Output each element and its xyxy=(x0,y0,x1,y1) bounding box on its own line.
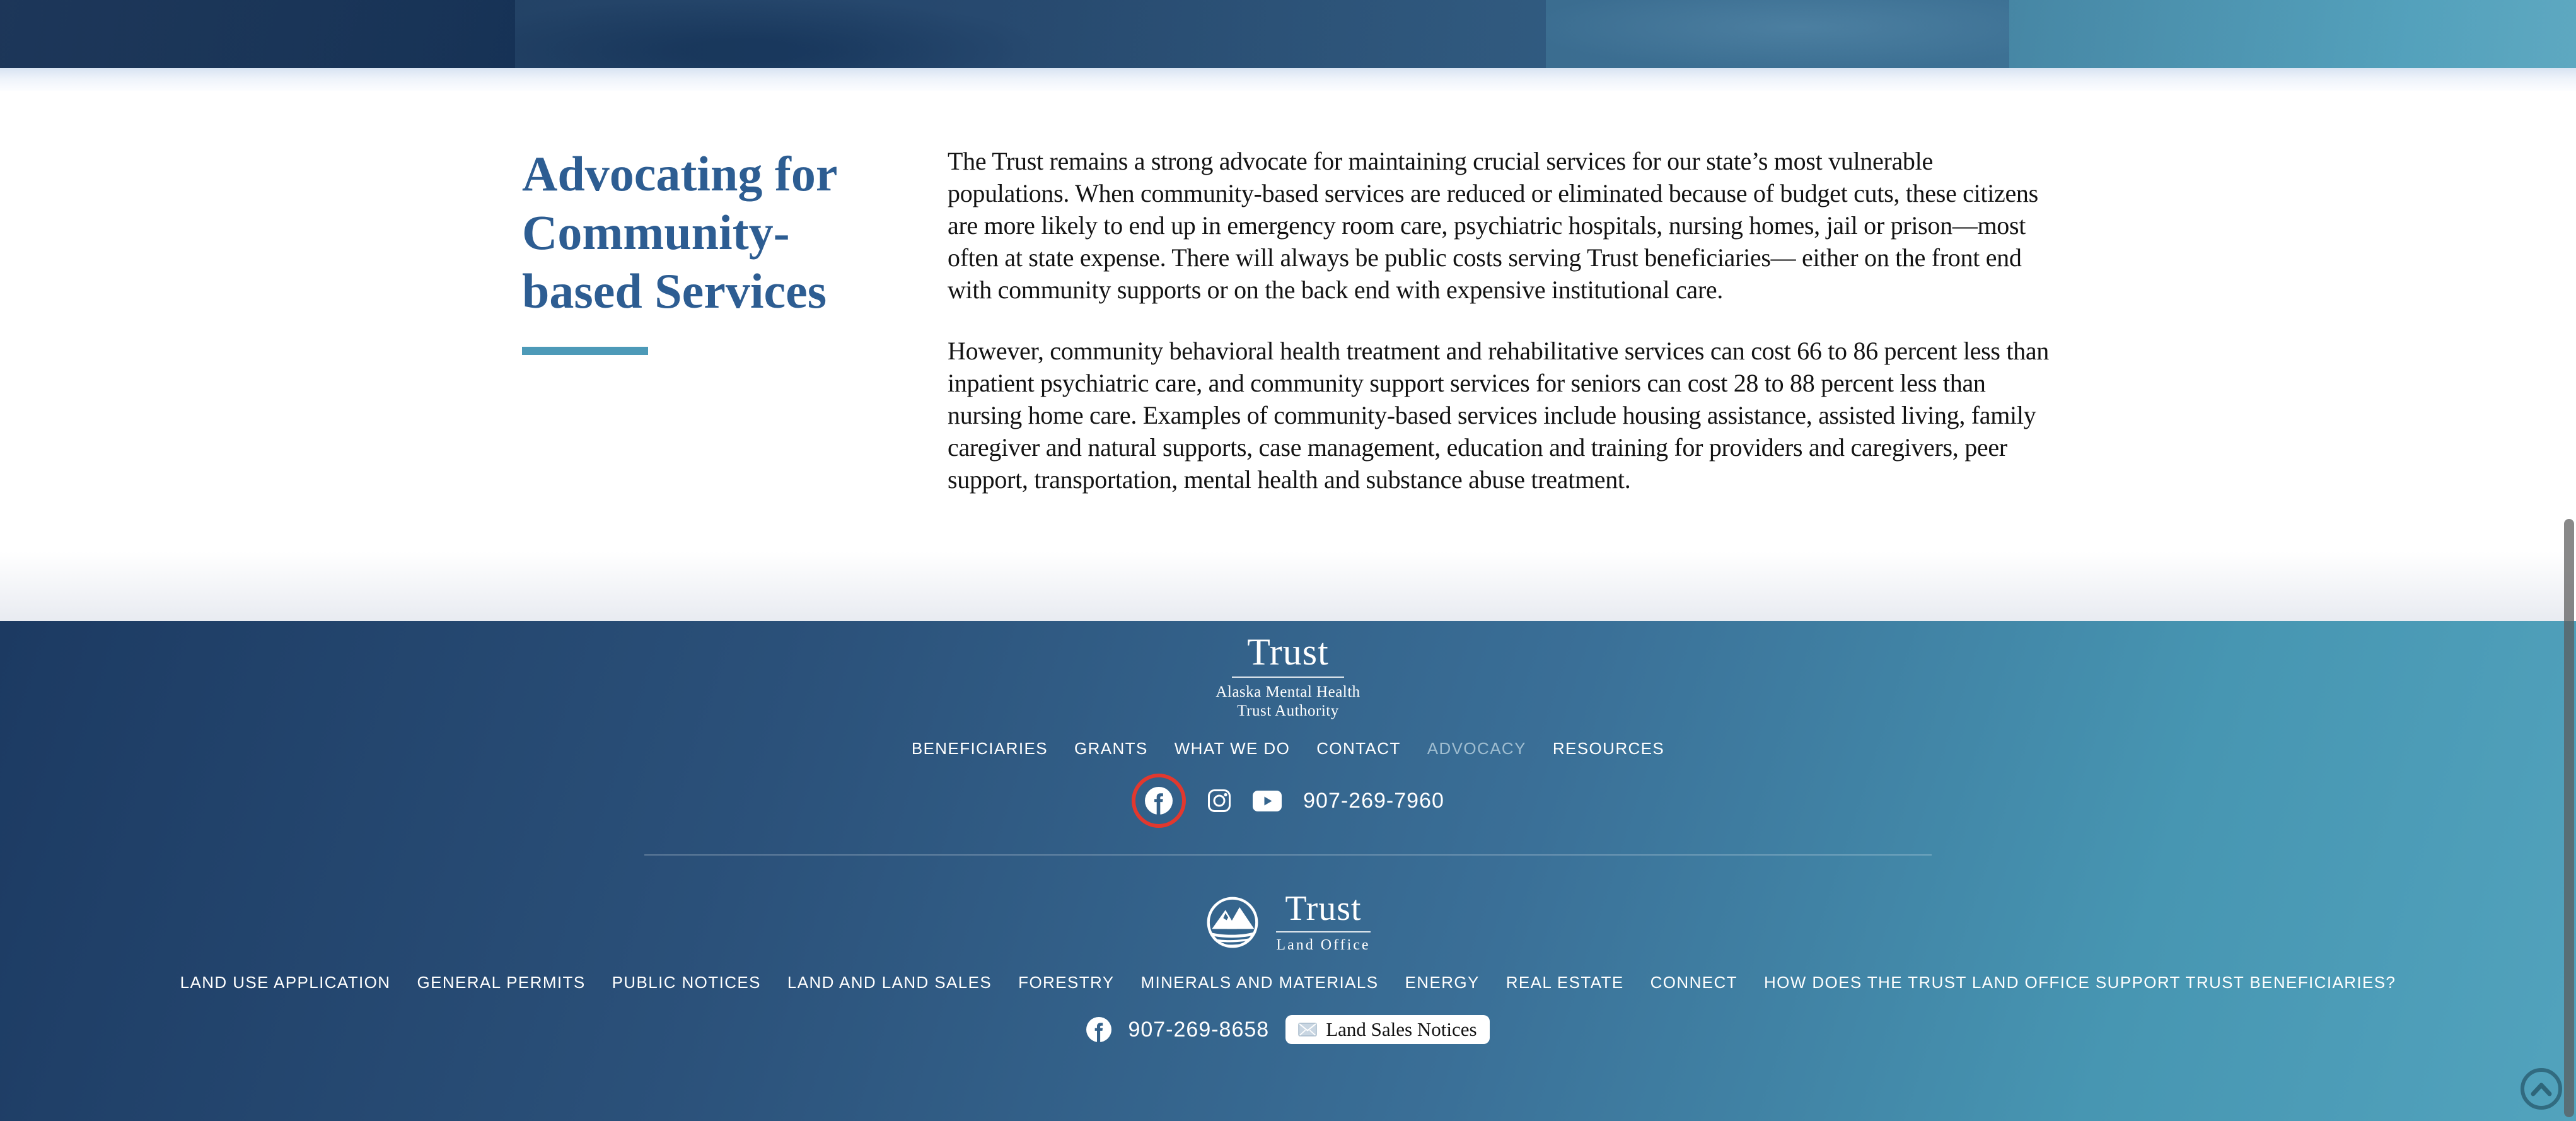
mountain-logo-icon xyxy=(1205,895,1260,950)
tlo-footer-nav xyxy=(0,973,2576,992)
title-column xyxy=(522,145,840,621)
tlo-link-beneficiaries-support[interactable]: HOW DOES THE TRUST LAND OFFICE SUPPORT TRUST BENEFICIARIES? xyxy=(1763,973,2396,992)
amhta-phone-link[interactable]: 907-269-7960 xyxy=(1303,788,1444,813)
logo-rule xyxy=(1232,677,1344,678)
tlo-logo-wordmark: Trust xyxy=(1276,891,1370,932)
tlo-link-general-permits[interactable]: GENERAL PERMITS xyxy=(417,973,586,992)
advocacy-section xyxy=(522,91,2054,621)
footer-link-advocacy[interactable]: ADVOCACY xyxy=(1427,739,1526,758)
tlo-link-land-use-application[interactable]: LAND USE APPLICATION xyxy=(180,973,391,992)
tlo-link-connect[interactable]: CONNECT xyxy=(1650,973,1738,992)
amhta-footer-logo[interactable] xyxy=(1215,632,1360,720)
envelope-icon xyxy=(1298,1023,1317,1037)
amhta-footer-nav xyxy=(0,739,2576,758)
tlo-logo-text xyxy=(1276,891,1370,954)
footer-link-beneficiaries[interactable]: BENEFICIARIES xyxy=(911,739,1048,758)
body-text-column xyxy=(948,145,2054,621)
site-footer xyxy=(0,621,2576,1121)
paragraph: The Trust remains a strong advocate for maintaining crucial services for our state’s most vulnerable populations. When community-based services are reduced or eliminated because of budget cuts, these citizens are more likely to end up in emergency room care, psychiatric hospitals, nursing homes, jail or prison—most often at state expense. There will always be public costs serving Trust beneficiaries— either on the front end with community supports or on the back end with expensive institutional care. xyxy=(948,147,2038,304)
amhta-logo-subtitle-line1: Alaska Mental Health xyxy=(1215,683,1361,700)
banner-fade-edge xyxy=(0,68,2576,91)
footer-link-what-we-do[interactable]: WHAT WE DO xyxy=(1174,739,1291,758)
tlo-link-minerals-and-materials[interactable]: MINERALS AND MATERIALS xyxy=(1140,973,1379,992)
tlo-contact-row xyxy=(0,1015,2576,1044)
tlo-phone-link[interactable]: 907-269-8658 xyxy=(1128,1017,1270,1042)
tlo-link-real-estate[interactable]: REAL ESTATE xyxy=(1506,973,1624,992)
scroll-to-top-button[interactable] xyxy=(2521,1068,2562,1110)
amhta-social-row xyxy=(0,774,2576,828)
youtube-icon[interactable] xyxy=(1253,791,1282,811)
instagram-icon[interactable] xyxy=(1207,789,1231,813)
tlo-link-public-notices[interactable]: PUBLIC NOTICES xyxy=(612,973,761,992)
scrollbar-thumb[interactable] xyxy=(2564,519,2574,1117)
tlo-logo-subtitle: Land Office xyxy=(1276,937,1371,953)
title-underline xyxy=(522,347,648,355)
land-sales-notices-label: Land Sales Notices xyxy=(1326,1018,1477,1040)
tlo-link-forestry[interactable]: FORESTRY xyxy=(1018,973,1115,992)
hero-banner-image xyxy=(0,0,2576,68)
facebook-icon[interactable] xyxy=(1145,787,1173,815)
footer-link-grants[interactable]: GRANTS xyxy=(1074,739,1148,758)
land-sales-notices-button[interactable] xyxy=(1285,1015,1489,1044)
footer-divider xyxy=(644,854,1932,856)
chevron-up-icon xyxy=(2529,1081,2553,1096)
footer-link-contact[interactable]: CONTACT xyxy=(1316,739,1401,758)
paragraph: However, community behavioral health treatment and rehabilitative services can cost 66 to 86 percent less than inpatient psychiatric care, and community support services for seniors can cost 28 to 88 percent less than nursing home care. Examples of community-based services include housing assistance, assisted living, family caregiver and natural supports, case management, education and training for providers and caregivers, peer support, transportation, mental health and substance abuse treatment. xyxy=(948,337,2050,494)
banner-color-overlay xyxy=(0,0,2576,68)
amhta-logo-wordmark: Trust xyxy=(1247,631,1329,673)
facebook-link-highlight-ring[interactable] xyxy=(1132,774,1186,828)
tlo-link-land-and-land-sales[interactable]: LAND AND LAND SALES xyxy=(787,973,992,992)
tlo-link-energy[interactable]: ENERGY xyxy=(1405,973,1480,992)
footer-link-resources[interactable]: RESOURCES xyxy=(1552,739,1665,758)
page-title: Advocating for Community-based Services xyxy=(522,146,837,318)
amhta-logo-subtitle-line2: Trust Authority xyxy=(1237,702,1339,719)
trust-land-office-logo[interactable] xyxy=(0,891,2576,954)
facebook-icon[interactable] xyxy=(1086,1017,1111,1042)
